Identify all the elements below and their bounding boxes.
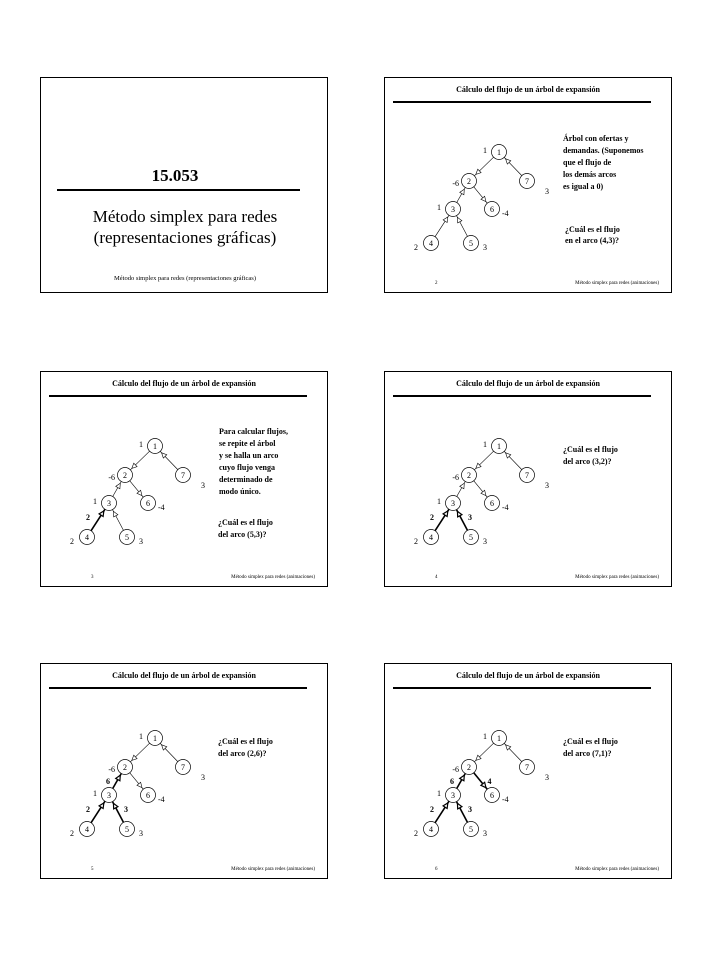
supply-label-7: 3 — [201, 773, 205, 782]
node-label-1: 1 — [497, 442, 501, 451]
supply-label-3: 1 — [437, 789, 441, 798]
node-label-5: 5 — [469, 825, 473, 834]
arrowhead-2-6 — [137, 782, 142, 787]
arrowhead-5-3 — [457, 217, 461, 223]
question — [218, 736, 273, 760]
supply-label-1: 1 — [483, 440, 487, 449]
question-line: del arco (2,6)? — [218, 749, 267, 758]
spanning-tree-diagram — [385, 372, 672, 587]
node-label-7: 7 — [181, 471, 185, 480]
page-number: 5 — [91, 867, 94, 872]
page-number: 6 — [435, 867, 438, 872]
node-label-3: 3 — [451, 205, 455, 214]
supply-label-6: -4 — [158, 503, 165, 512]
description — [219, 426, 288, 498]
node-label-1: 1 — [153, 734, 157, 743]
slide-title: Cálculo del flujo de un árbol de expansión — [456, 379, 600, 388]
slide-footer: Método simplex para redes (animaciones) — [231, 575, 315, 580]
slide-footer: Método simplex para redes (animaciones) — [575, 281, 659, 286]
question — [565, 224, 620, 246]
node-label-5: 5 — [125, 825, 129, 834]
supply-label-2: -6 — [108, 765, 115, 774]
question-line: ¿Cuál es el flujo — [563, 737, 618, 746]
node-label-5: 5 — [125, 533, 129, 542]
desc-line: es igual a 0) — [563, 182, 604, 191]
arrowhead-5-3 — [113, 803, 117, 809]
node-label-3: 3 — [107, 791, 111, 800]
desc-line: demandas. (Suponemos — [563, 146, 644, 155]
flow-label-3-2: 6 — [106, 777, 110, 786]
desc-line: cuyo flujo venga — [219, 463, 275, 472]
supply-label-7: 3 — [545, 187, 549, 196]
spanning-tree-diagram — [385, 664, 672, 879]
node-label-1: 1 — [497, 148, 501, 157]
node-label-3: 3 — [451, 791, 455, 800]
node-label-2: 2 — [467, 763, 471, 772]
node-label-2: 2 — [467, 177, 471, 186]
arrowhead-2-6 — [481, 196, 486, 201]
supply-label-2: -6 — [452, 765, 459, 774]
subtitle-line-2: (representaciones gráficas) — [93, 228, 277, 247]
arrowhead-3-2 — [460, 189, 465, 195]
supply-label-4: 2 — [414, 829, 418, 838]
arrowhead-3-2 — [460, 775, 465, 781]
question-line: ¿Cuál es el flujo — [565, 225, 620, 234]
description — [563, 133, 643, 193]
node-label-4: 4 — [429, 239, 433, 248]
node-label-4: 4 — [429, 533, 433, 542]
node-label-6: 6 — [490, 791, 494, 800]
desc-line: y se halla un arco — [219, 451, 279, 460]
arrowhead-4-3 — [99, 511, 104, 517]
supply-label-5: 3 — [139, 829, 143, 838]
arrowhead-3-2 — [116, 775, 121, 781]
supply-label-6: -4 — [158, 795, 165, 804]
supply-label-1: 1 — [483, 732, 487, 741]
supply-label-5: 3 — [483, 537, 487, 546]
supply-label-5: 3 — [139, 537, 143, 546]
flow-label-4-3: 2 — [430, 513, 434, 522]
supply-label-5: 3 — [483, 243, 487, 252]
page-number: 2 — [435, 281, 438, 286]
question-line: en el arco (4,3)? — [565, 236, 620, 245]
question-line: del arco (5,3)? — [218, 530, 267, 539]
node-label-7: 7 — [525, 471, 529, 480]
page-number: 4 — [435, 575, 438, 580]
slide-title: Cálculo del flujo de un árbol de expansión — [112, 379, 256, 388]
question-line: del arco (7,1)? — [563, 749, 612, 758]
node-label-5: 5 — [469, 239, 473, 248]
node-label-1: 1 — [153, 442, 157, 451]
node-label-3: 3 — [107, 499, 111, 508]
slide-6 — [384, 663, 672, 879]
desc-line: determinado de — [219, 475, 273, 484]
desc-line: los demás arcos — [563, 170, 617, 179]
supply-label-3: 1 — [437, 497, 441, 506]
flow-label-4-3: 2 — [430, 805, 434, 814]
flow-label-3-2: 6 — [450, 777, 454, 786]
supply-label-4: 2 — [414, 537, 418, 546]
desc-line: Para calcular flujos, — [219, 427, 288, 436]
question — [563, 736, 618, 760]
node-label-7: 7 — [525, 763, 529, 772]
node-label-7: 7 — [181, 763, 185, 772]
flow-label-5-3: 3 — [124, 805, 128, 814]
desc-line: se repite el árbol — [219, 439, 276, 448]
flow-label-4-3: 2 — [86, 805, 90, 814]
arrowhead-4-3 — [443, 511, 448, 517]
node-label-6: 6 — [146, 499, 150, 508]
supply-label-6: -4 — [502, 795, 509, 804]
slide-3 — [40, 371, 328, 587]
node-label-1: 1 — [497, 734, 501, 743]
supply-label-3: 1 — [93, 789, 97, 798]
supply-label-7: 3 — [545, 481, 549, 490]
slide-footer: Método simplex para redes (representaciones gráficas) — [113, 275, 257, 282]
subtitle-line-1: Método simplex para redes — [92, 207, 278, 226]
supply-label-7: 3 — [545, 773, 549, 782]
node-label-2: 2 — [123, 763, 127, 772]
flow-label-2-6: 4 — [487, 777, 492, 786]
arrowhead-5-3 — [457, 803, 461, 809]
question-line: ¿Cuál es el flujo — [563, 445, 618, 454]
supply-label-2: -6 — [108, 473, 115, 482]
slide-2 — [384, 77, 672, 293]
slide-footer: Método simplex para redes (animaciones) — [575, 575, 659, 580]
course-number: 15.053 — [151, 166, 199, 185]
node-label-5: 5 — [469, 533, 473, 542]
node-label-3: 3 — [451, 499, 455, 508]
question-line: del arco (3,2)? — [563, 457, 612, 466]
supply-label-4: 2 — [70, 537, 74, 546]
slide-title: Cálculo del flujo de un árbol de expansión — [112, 671, 256, 680]
arrowhead-5-3 — [457, 511, 461, 517]
slide-footer: Método simplex para redes (animaciones) — [231, 867, 315, 872]
question-line: ¿Cuál es el flujo — [218, 518, 273, 527]
flow-label-4-3: 2 — [86, 513, 90, 522]
arrowhead-3-2 — [460, 483, 465, 489]
desc-line: que el flujo de — [563, 158, 612, 167]
slide-1 — [40, 77, 328, 293]
desc-line: Árbol con ofertas y — [563, 134, 629, 143]
node-label-6: 6 — [490, 205, 494, 214]
slide-4 — [384, 371, 672, 587]
supply-label-6: -4 — [502, 503, 509, 512]
node-label-6: 6 — [490, 499, 494, 508]
arrowhead-5-3 — [113, 511, 117, 517]
arrowhead-3-2 — [116, 483, 121, 489]
node-label-4: 4 — [429, 825, 433, 834]
supply-label-4: 2 — [414, 243, 418, 252]
supply-label-1: 1 — [139, 732, 143, 741]
supply-label-1: 1 — [139, 440, 143, 449]
slide-title: Cálculo del flujo de un árbol de expansión — [456, 85, 600, 94]
flow-label-5-3: 3 — [468, 805, 472, 814]
node-label-7: 7 — [525, 177, 529, 186]
node-label-4: 4 — [85, 533, 89, 542]
slide-subtitle — [61, 206, 309, 248]
slide-title: Cálculo del flujo de un árbol de expansión — [456, 671, 600, 680]
arrowhead-2-6 — [137, 490, 142, 495]
question — [563, 444, 618, 468]
supply-label-2: -6 — [452, 473, 459, 482]
question — [218, 517, 273, 541]
flow-label-5-3: 3 — [468, 513, 472, 522]
arrowhead-4-3 — [99, 803, 104, 809]
supply-label-3: 1 — [93, 497, 97, 506]
node-label-2: 2 — [467, 471, 471, 480]
title-rule — [57, 189, 300, 191]
supply-label-5: 3 — [483, 829, 487, 838]
arrowhead-4-3 — [443, 217, 448, 223]
node-label-6: 6 — [146, 791, 150, 800]
supply-label-3: 1 — [437, 203, 441, 212]
supply-label-6: -4 — [502, 209, 509, 218]
supply-label-4: 2 — [70, 829, 74, 838]
slide-5 — [40, 663, 328, 879]
arrowhead-4-3 — [443, 803, 448, 809]
node-label-4: 4 — [85, 825, 89, 834]
supply-label-2: -6 — [452, 179, 459, 188]
arrowhead-2-6 — [481, 490, 486, 495]
question-line: ¿Cuál es el flujo — [218, 737, 273, 746]
spanning-tree-diagram — [41, 664, 328, 879]
supply-label-1: 1 — [483, 146, 487, 155]
slide-footer: Método simplex para redes (animaciones) — [575, 867, 659, 872]
page-number: 3 — [91, 575, 94, 580]
supply-label-7: 3 — [201, 481, 205, 490]
node-label-2: 2 — [123, 471, 127, 480]
desc-line: modo único. — [219, 487, 261, 496]
